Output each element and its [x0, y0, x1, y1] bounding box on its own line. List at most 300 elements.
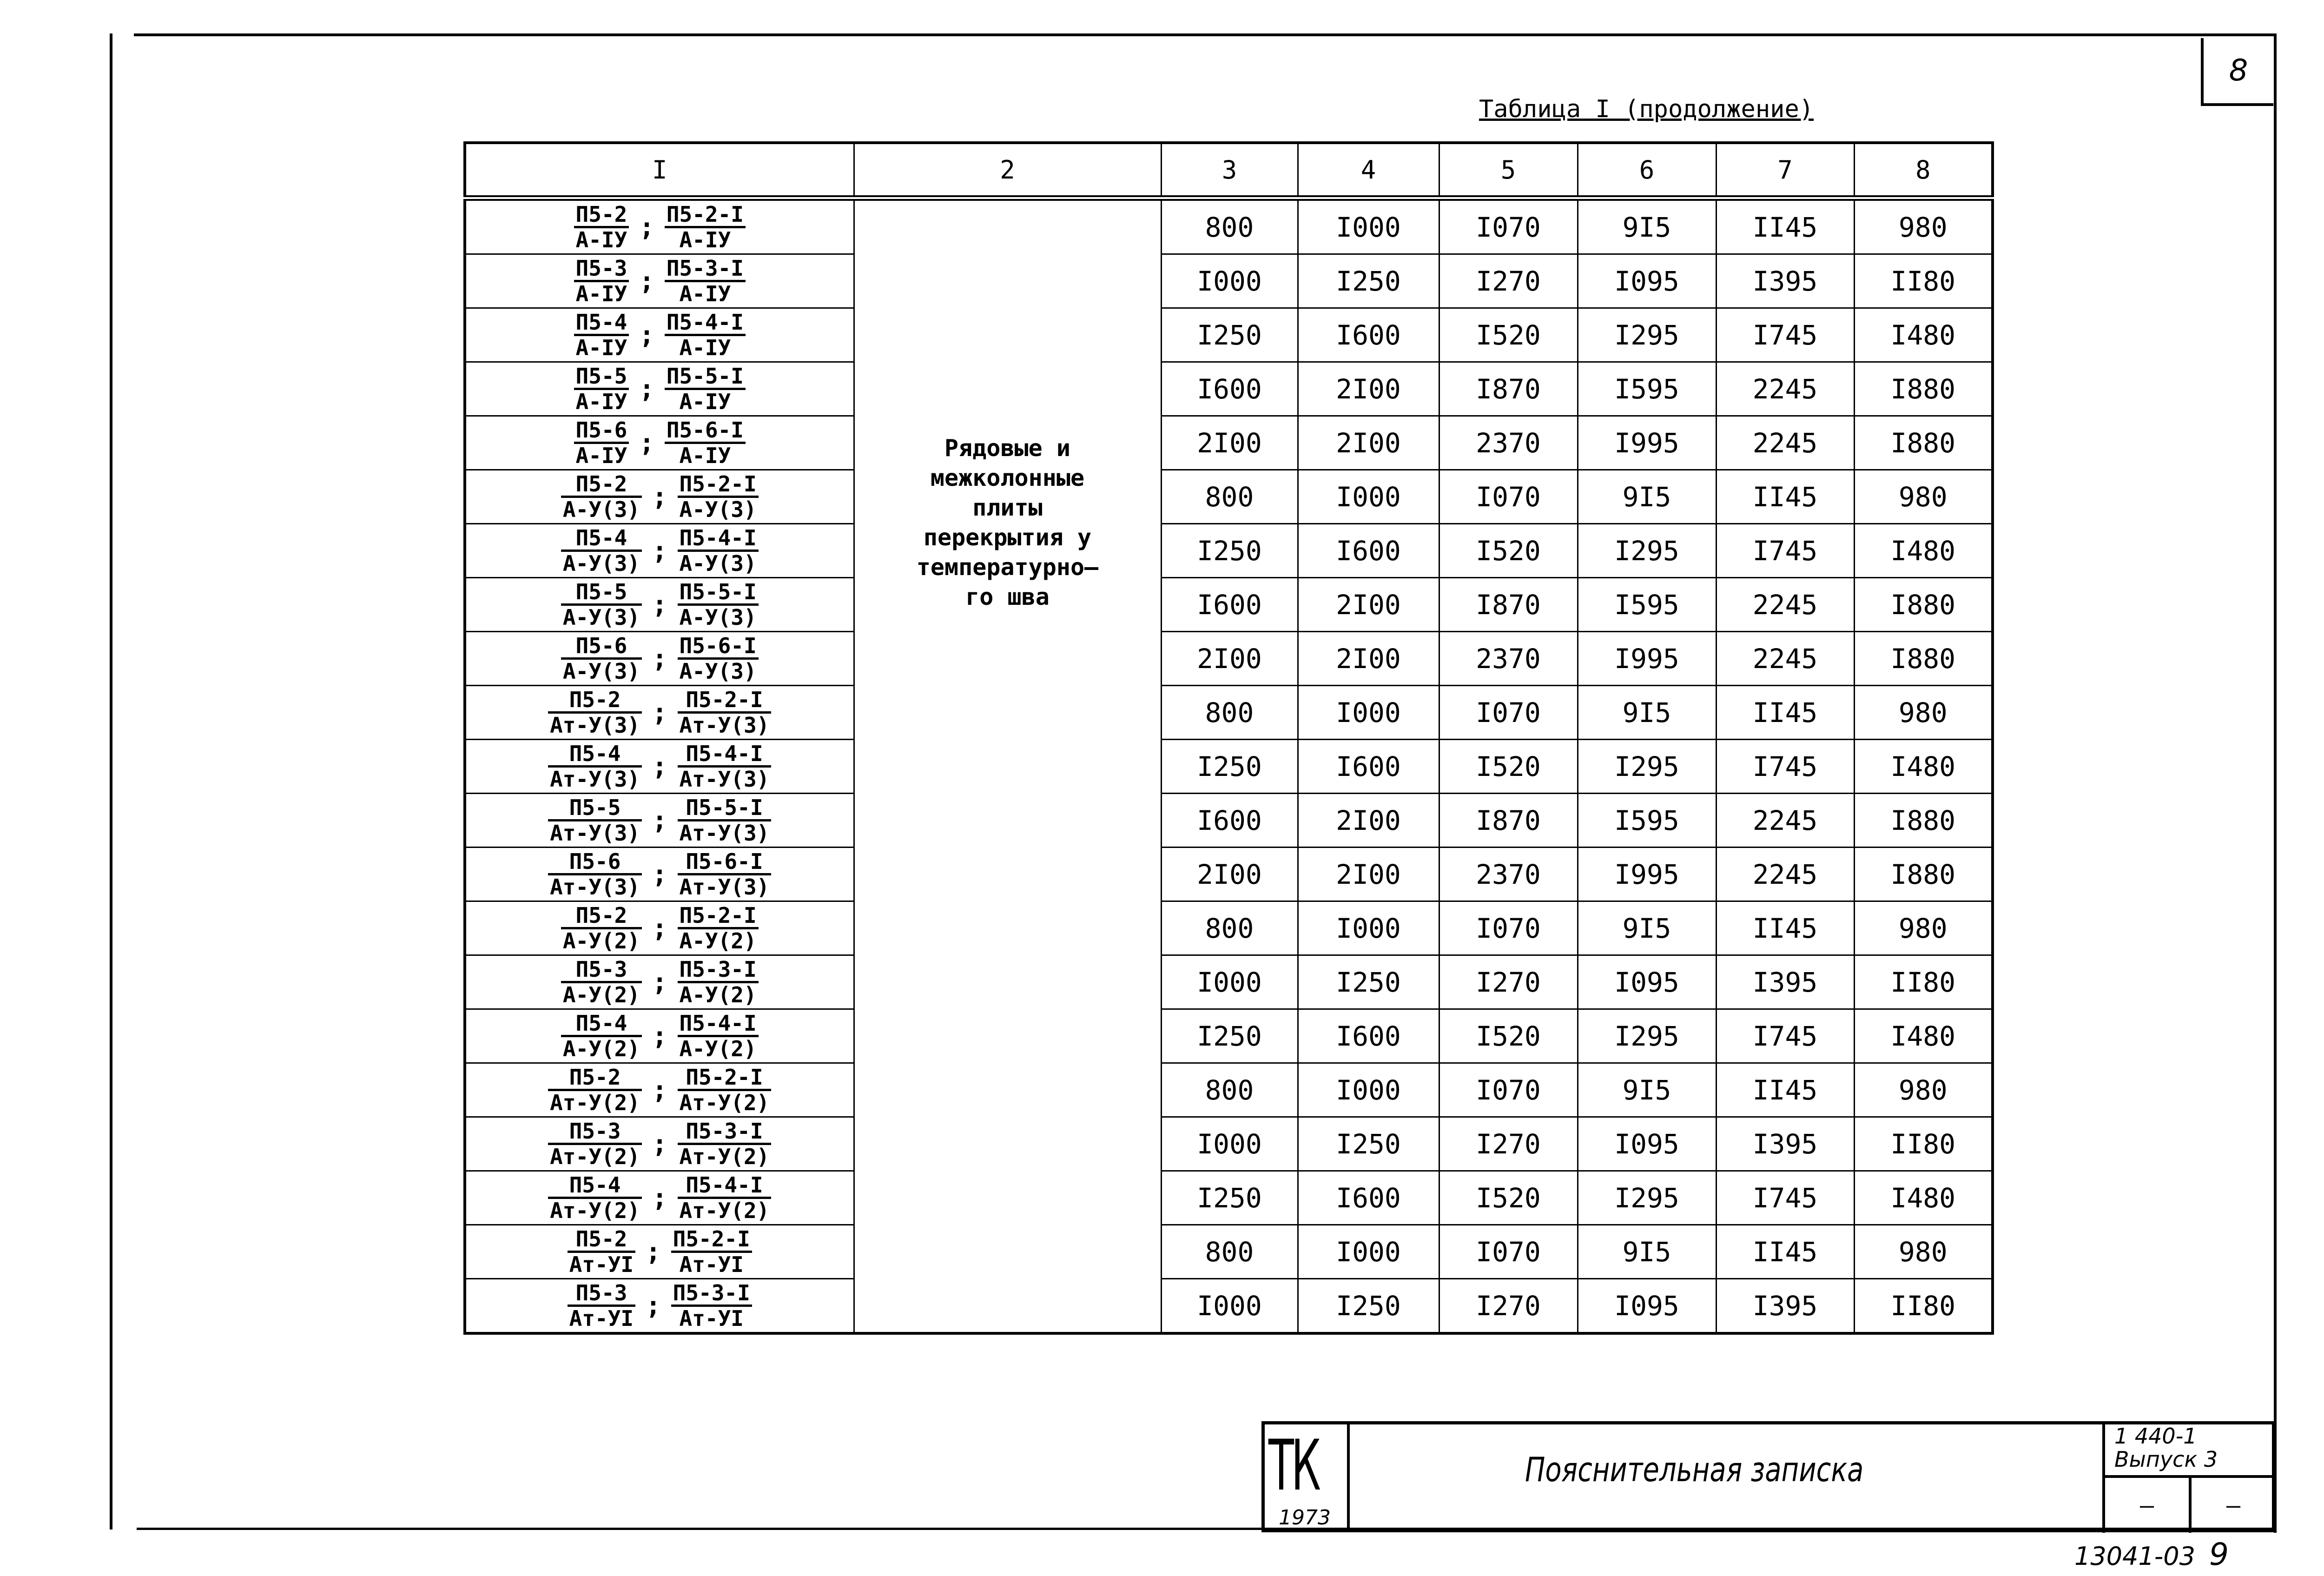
issue-number: Выпуск 3 [2114, 1447, 2218, 1472]
value-cell: I295 [1578, 740, 1716, 794]
value-cell: 980 [1854, 901, 1993, 955]
fraction-numerator: П5-3-I [678, 1119, 772, 1145]
description-line: плиты [972, 494, 1043, 521]
value-cell: I295 [1578, 1009, 1716, 1063]
value-cell: I600 [1298, 308, 1439, 362]
fraction-denominator: А-У(3) [562, 551, 640, 576]
fraction-numerator: П5-2 [568, 1227, 635, 1253]
value-cell: 2I00 [1298, 578, 1439, 632]
table-row [465, 955, 1993, 1009]
fraction-denominator: Ат-УI [679, 1306, 744, 1331]
sheet-value-b: — [2226, 1492, 2241, 1519]
value-cell: I250 [1161, 1009, 1298, 1063]
value-cell: I250 [1161, 1171, 1298, 1225]
mark-fraction [574, 311, 629, 359]
table-row [465, 740, 1993, 794]
value-cell: I250 [1161, 740, 1298, 794]
fraction-numerator: П5-2 [548, 1066, 642, 1091]
value-cell: I295 [1578, 1171, 1716, 1225]
value-cell: I095 [1578, 955, 1716, 1009]
fraction-numerator: П5-2-I [671, 1227, 752, 1253]
fraction-numerator: П5-6 [574, 418, 629, 444]
series-number: 1 440-1 [2114, 1424, 2197, 1449]
fraction-numerator: П5-6 [548, 850, 642, 875]
fraction-denominator: А-У(3) [679, 659, 757, 684]
value-cell: I520 [1439, 308, 1578, 362]
mark-fraction [561, 526, 642, 575]
fraction-numerator: П5-6-I [665, 418, 746, 444]
table-row [465, 578, 1993, 632]
fraction-numerator: П5-4-I [678, 526, 759, 552]
fraction-numerator: П5-3-I [671, 1281, 752, 1307]
mark-fraction-alt [678, 958, 759, 1007]
table-row [465, 198, 1993, 254]
value-cell: I000 [1161, 254, 1298, 308]
value-cell: I600 [1161, 578, 1298, 632]
mark-fraction-alt [671, 1281, 752, 1330]
fraction-denominator: А-У(3) [562, 659, 640, 684]
separator: ; [639, 212, 654, 242]
value-cell: I995 [1578, 632, 1716, 686]
mark-fraction [574, 203, 629, 252]
fraction-denominator: А-IУ [679, 335, 731, 360]
title-block [1261, 1421, 2275, 1532]
value-cell: I880 [1854, 578, 1993, 632]
element-mark-cell [465, 1063, 854, 1117]
fraction-numerator: П5-4-I [678, 742, 772, 768]
mark-fraction [568, 1281, 635, 1330]
fraction-numerator: П5-4 [548, 1173, 642, 1199]
value-cell: II80 [1854, 955, 1993, 1009]
value-cell: I070 [1439, 198, 1578, 254]
fraction-denominator: Ат-У(2) [550, 1090, 640, 1115]
table-row [465, 1225, 1993, 1279]
value-cell: I880 [1854, 848, 1993, 901]
value-cell: II80 [1854, 1117, 1993, 1171]
fraction-denominator: Ат-У(3) [550, 767, 640, 792]
table-row [465, 416, 1993, 470]
organization-logo: ТК [1268, 1425, 1318, 1506]
frame-left-line [110, 33, 112, 1530]
table-row [465, 848, 1993, 901]
separator: ; [652, 482, 667, 511]
mark-fraction-alt [678, 580, 759, 629]
value-cell: 9I5 [1578, 686, 1716, 740]
element-mark-cell [465, 955, 854, 1009]
value-cell: I480 [1854, 308, 1993, 362]
mark-fraction [561, 580, 642, 629]
separator: ; [652, 698, 667, 727]
value-cell: I095 [1578, 1279, 1716, 1334]
mark-fraction [561, 472, 642, 521]
table-row [465, 901, 1993, 955]
value-cell: 2I00 [1161, 632, 1298, 686]
fraction-numerator: П5-2 [561, 472, 642, 498]
fraction-numerator: П5-6 [561, 634, 642, 660]
separator: ; [639, 428, 654, 457]
column-header: 6 [1578, 143, 1716, 198]
fraction-denominator: Ат-У(2) [550, 1144, 640, 1169]
fraction-denominator: Ат-У(3) [679, 821, 770, 846]
value-cell: I870 [1439, 362, 1578, 416]
value-cell: I880 [1854, 362, 1993, 416]
fraction-denominator: Ат-У(2) [679, 1090, 770, 1115]
element-mark-cell [465, 1279, 854, 1334]
value-cell: 980 [1854, 1225, 1993, 1279]
table-row [465, 1009, 1993, 1063]
element-mark-cell [465, 254, 854, 308]
mark-fraction [574, 418, 629, 467]
fraction-denominator: Ат-УI [679, 1252, 744, 1277]
frame-right-line [2274, 33, 2277, 1533]
fraction-denominator: Ат-У(2) [679, 1144, 770, 1169]
value-cell: I480 [1854, 1171, 1993, 1225]
mark-fraction-alt [678, 1012, 759, 1060]
fraction-denominator: А-IУ [679, 443, 731, 468]
value-cell: 2245 [1716, 362, 1854, 416]
value-cell: I520 [1439, 524, 1578, 578]
element-mark-cell [465, 686, 854, 740]
column-header: 3 [1161, 143, 1298, 198]
fraction-denominator: А-IУ [575, 443, 627, 468]
value-cell: I250 [1298, 1279, 1439, 1334]
separator: ; [652, 1021, 667, 1051]
value-cell: I600 [1298, 740, 1439, 794]
value-cell: I870 [1439, 578, 1578, 632]
value-cell: 2370 [1439, 632, 1578, 686]
value-cell: I995 [1578, 848, 1716, 901]
element-mark-cell [465, 740, 854, 794]
value-cell: I745 [1716, 308, 1854, 362]
fraction-numerator: П5-2-I [665, 203, 746, 228]
separator: ; [652, 967, 667, 997]
value-cell: 2I00 [1298, 362, 1439, 416]
element-mark-cell [465, 632, 854, 686]
column-header: 2 [854, 143, 1161, 198]
value-cell: II45 [1716, 1063, 1854, 1117]
element-mark-cell [465, 198, 854, 254]
fraction-numerator: П5-5 [548, 796, 642, 821]
separator: ; [639, 374, 654, 404]
value-cell: I520 [1439, 1171, 1578, 1225]
value-cell: I870 [1439, 794, 1578, 848]
footer-code [2074, 1536, 2229, 1572]
element-mark-cell [465, 416, 854, 470]
value-cell: I395 [1716, 955, 1854, 1009]
fraction-numerator: П5-5-I [665, 364, 746, 390]
element-mark-cell [465, 901, 854, 955]
value-cell: I880 [1854, 632, 1993, 686]
mark-fraction [548, 1066, 642, 1114]
value-cell: I880 [1854, 416, 1993, 470]
element-mark-cell [465, 1009, 854, 1063]
value-cell: I995 [1578, 416, 1716, 470]
mark-fraction [548, 850, 642, 899]
value-cell: I480 [1854, 524, 1993, 578]
value-cell: I250 [1298, 254, 1439, 308]
mark-fraction [548, 796, 642, 845]
value-cell: 2I00 [1298, 794, 1439, 848]
value-cell: I070 [1439, 686, 1578, 740]
value-cell: 980 [1854, 470, 1993, 524]
value-cell: I520 [1439, 1009, 1578, 1063]
value-cell: I000 [1161, 955, 1298, 1009]
value-cell: I480 [1854, 1009, 1993, 1063]
value-cell: 2245 [1716, 794, 1854, 848]
value-cell: 9I5 [1578, 198, 1716, 254]
element-mark-cell [465, 578, 854, 632]
separator: ; [639, 320, 654, 350]
value-cell: I095 [1578, 254, 1716, 308]
separator: ; [652, 752, 667, 781]
sheet-page: 9 [2209, 1536, 2229, 1572]
frame-top-line [134, 33, 2277, 36]
fraction-numerator: П5-4-I [678, 1012, 759, 1037]
fraction-denominator: А-IУ [575, 389, 627, 414]
value-cell: I000 [1298, 470, 1439, 524]
separator: ; [646, 1237, 661, 1266]
value-cell: II45 [1716, 686, 1854, 740]
fraction-numerator: П5-3 [568, 1281, 635, 1307]
value-cell: II80 [1854, 254, 1993, 308]
value-cell: I395 [1716, 1117, 1854, 1171]
mark-fraction-alt [678, 904, 759, 953]
table-row [465, 686, 1993, 740]
mark-fraction [561, 904, 642, 953]
table-row [465, 362, 1993, 416]
element-mark-cell [465, 794, 854, 848]
mark-fraction-alt [678, 472, 759, 521]
value-cell: I000 [1161, 1117, 1298, 1171]
value-cell: II45 [1716, 1225, 1854, 1279]
value-cell: I295 [1578, 308, 1716, 362]
fraction-denominator: Ат-У(3) [550, 821, 640, 846]
fraction-numerator: П5-2 [561, 904, 642, 929]
column-header: 4 [1298, 143, 1439, 198]
value-cell: 800 [1161, 1063, 1298, 1117]
element-mark-cell [465, 1171, 854, 1225]
fraction-denominator: А-IУ [575, 335, 627, 360]
value-cell: I070 [1439, 1225, 1578, 1279]
fraction-numerator: П5-3 [574, 257, 629, 282]
value-cell: I595 [1578, 794, 1716, 848]
mark-fraction-alt [665, 203, 746, 252]
value-cell: I095 [1578, 1117, 1716, 1171]
mark-fraction-alt [665, 311, 746, 359]
sheet-cell-b [2189, 1478, 2275, 1533]
value-cell: II80 [1854, 1279, 1993, 1334]
stamp-year: 1973 [1279, 1506, 1331, 1530]
value-cell: 800 [1161, 198, 1298, 254]
value-cell: I600 [1298, 524, 1439, 578]
fraction-denominator: А-IУ [679, 227, 731, 252]
element-mark-cell [465, 524, 854, 578]
value-cell: I595 [1578, 578, 1716, 632]
fraction-denominator: А-IУ [575, 227, 627, 252]
fraction-denominator: Ат-УI [569, 1306, 634, 1331]
separator: ; [652, 644, 667, 673]
description-line: перекрытия у [923, 524, 1092, 551]
value-cell: 980 [1854, 198, 1993, 254]
separator: ; [652, 536, 667, 565]
fraction-numerator: П5-3-I [678, 958, 759, 983]
fraction-numerator: П5-5 [574, 364, 629, 390]
value-cell: 2245 [1716, 416, 1854, 470]
fraction-denominator: А-IУ [575, 281, 627, 306]
value-cell: I745 [1716, 524, 1854, 578]
data-table [463, 141, 1994, 1335]
value-cell: 2245 [1716, 848, 1854, 901]
value-cell: 9I5 [1578, 470, 1716, 524]
organization-stamp [1265, 1424, 1350, 1529]
fraction-numerator: П5-2-I [678, 904, 759, 929]
mark-fraction [548, 1119, 642, 1168]
value-cell: I270 [1439, 1279, 1578, 1334]
value-cell: I250 [1298, 955, 1439, 1009]
table-header-row [465, 143, 1993, 198]
mark-fraction-alt [678, 1119, 772, 1168]
fraction-denominator: А-У(3) [679, 551, 757, 576]
separator: ; [639, 266, 654, 296]
value-cell: 800 [1161, 686, 1298, 740]
element-mark-cell [465, 308, 854, 362]
mark-fraction-alt [678, 850, 772, 899]
value-cell: 2245 [1716, 632, 1854, 686]
fraction-numerator: П5-6-I [678, 850, 772, 875]
fraction-numerator: П5-4-I [678, 1173, 772, 1199]
document-title: Пояснительная записка [1525, 1450, 1864, 1489]
page-number-box [2201, 38, 2273, 106]
fraction-numerator: П5-4 [561, 1012, 642, 1037]
value-cell: 2I00 [1298, 416, 1439, 470]
value-cell: 800 [1161, 901, 1298, 955]
fraction-denominator: А-У(3) [679, 497, 757, 522]
fraction-numerator: П5-5-I [678, 580, 759, 606]
value-cell: I250 [1161, 308, 1298, 362]
value-cell: I745 [1716, 740, 1854, 794]
table-row [465, 1279, 1993, 1334]
fraction-numerator: П5-3 [548, 1119, 642, 1145]
separator: ; [652, 1183, 667, 1212]
element-mark-cell [465, 1225, 854, 1279]
fraction-numerator: П5-2 [574, 203, 629, 228]
fraction-denominator: А-У(3) [679, 605, 757, 630]
mark-fraction [568, 1227, 635, 1276]
value-cell: I600 [1161, 794, 1298, 848]
value-cell: I270 [1439, 955, 1578, 1009]
mark-fraction [561, 958, 642, 1007]
fraction-denominator: Ат-У(3) [679, 767, 770, 792]
sheet-cell-a [2102, 1478, 2189, 1533]
mark-fraction-alt [671, 1227, 752, 1276]
value-cell: I070 [1439, 901, 1578, 955]
value-cell: I520 [1439, 740, 1578, 794]
value-cell: 2370 [1439, 416, 1578, 470]
description-line: межколонные [930, 464, 1085, 491]
fraction-numerator: П5-6-I [678, 634, 759, 660]
fraction-denominator: Ат-У(2) [679, 1198, 770, 1223]
separator: ; [652, 590, 667, 619]
value-cell: 980 [1854, 686, 1993, 740]
value-cell: I295 [1578, 524, 1716, 578]
value-cell: I000 [1298, 198, 1439, 254]
value-cell: II45 [1716, 198, 1854, 254]
description-line: го шва [965, 583, 1050, 610]
mark-fraction [561, 1012, 642, 1060]
table-row [465, 794, 1993, 848]
mark-fraction-alt [678, 688, 772, 737]
mark-fraction-alt [678, 1173, 772, 1222]
fraction-numerator: П5-4 [548, 742, 642, 768]
mark-fraction-alt [665, 257, 746, 305]
value-cell: I745 [1716, 1009, 1854, 1063]
fraction-numerator: П5-2 [548, 688, 642, 714]
value-cell: I070 [1439, 1063, 1578, 1117]
description-cell [854, 198, 1161, 1333]
fraction-denominator: А-IУ [679, 389, 731, 414]
table-row [465, 1171, 1993, 1225]
value-cell: I270 [1439, 1117, 1578, 1171]
table-row [465, 1063, 1993, 1117]
fraction-denominator: Ат-У(2) [550, 1198, 640, 1223]
value-cell: I000 [1298, 686, 1439, 740]
value-cell: I250 [1298, 1117, 1439, 1171]
value-cell: I000 [1161, 1279, 1298, 1334]
fraction-numerator: П5-3 [561, 958, 642, 983]
mark-fraction-alt [665, 364, 746, 413]
archive-code: 13041-03 [2074, 1542, 2195, 1571]
fraction-denominator: А-У(3) [562, 605, 640, 630]
fraction-denominator: А-У(2) [679, 1036, 757, 1061]
table-row [465, 470, 1993, 524]
value-cell: I480 [1854, 740, 1993, 794]
description-line: температурно– [916, 554, 1099, 581]
value-cell: 800 [1161, 470, 1298, 524]
table-row [465, 632, 1993, 686]
fraction-denominator: А-У(2) [679, 928, 757, 954]
value-cell: 2I00 [1161, 416, 1298, 470]
separator: ; [652, 1129, 667, 1159]
value-cell: I595 [1578, 362, 1716, 416]
fraction-denominator: А-У(2) [562, 982, 640, 1007]
value-cell: I395 [1716, 254, 1854, 308]
separator: ; [652, 806, 667, 835]
column-header: 7 [1716, 143, 1854, 198]
fraction-denominator: Ат-У(3) [679, 713, 770, 738]
value-cell: 9I5 [1578, 1225, 1716, 1279]
separator: ; [646, 1291, 661, 1320]
value-cell: I270 [1439, 254, 1578, 308]
mark-fraction-alt [678, 742, 772, 791]
element-mark-cell [465, 470, 854, 524]
column-header: I [465, 143, 854, 198]
value-cell: I880 [1854, 794, 1993, 848]
value-cell: I000 [1298, 1063, 1439, 1117]
value-cell: 2I00 [1298, 632, 1439, 686]
value-cell: II45 [1716, 901, 1854, 955]
value-cell: I745 [1716, 1171, 1854, 1225]
table-row [465, 1117, 1993, 1171]
element-mark-cell [465, 848, 854, 901]
fraction-denominator: А-У(2) [562, 1036, 640, 1061]
fraction-numerator: П5-4-I [665, 311, 746, 336]
page-number: 8 [2229, 53, 2248, 88]
fraction-denominator: А-У(2) [562, 928, 640, 954]
sheet-value-a: — [2139, 1492, 2154, 1519]
mark-fraction [548, 742, 642, 791]
mark-fraction-alt [678, 796, 772, 845]
fraction-numerator: П5-2-I [678, 688, 772, 714]
